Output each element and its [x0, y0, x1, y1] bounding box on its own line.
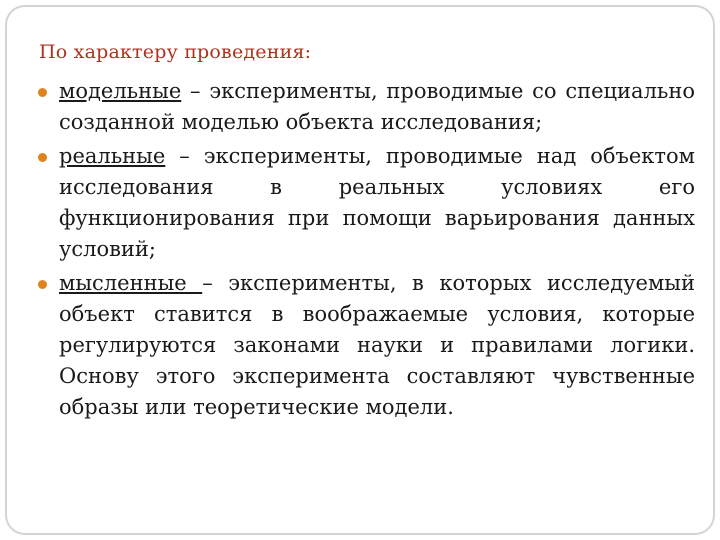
term-label: модельные — [59, 79, 182, 103]
term-label: мысленные — [59, 271, 203, 295]
list-item-mental — [35, 268, 695, 423]
slide-frame — [5, 5, 715, 535]
bullet-icon — [38, 88, 47, 97]
list-item-real — [35, 141, 695, 265]
bullet-icon — [38, 280, 47, 289]
bullet-icon — [38, 153, 47, 162]
bullet-list — [35, 76, 695, 426]
slide-heading: По характеру проведения: — [39, 41, 312, 63]
item-text: – эксперименты, проводимые со специально созданной моделью объекта исследования; — [59, 79, 695, 134]
item-text: – эксперименты, проводимые над объектом исследования в реальных условиях его функционирования при помощи варьирования данных условий; — [59, 144, 695, 261]
term-label: реальные — [59, 144, 166, 168]
item-text: – эксперименты, в которых исследуемый объект ставится в воображаемые условия, которые регулируются законами науки и правилами логики. Основу этого эксперимента составляют чувственные образы или теоретические модели. — [59, 271, 695, 419]
list-item-model — [35, 76, 695, 138]
